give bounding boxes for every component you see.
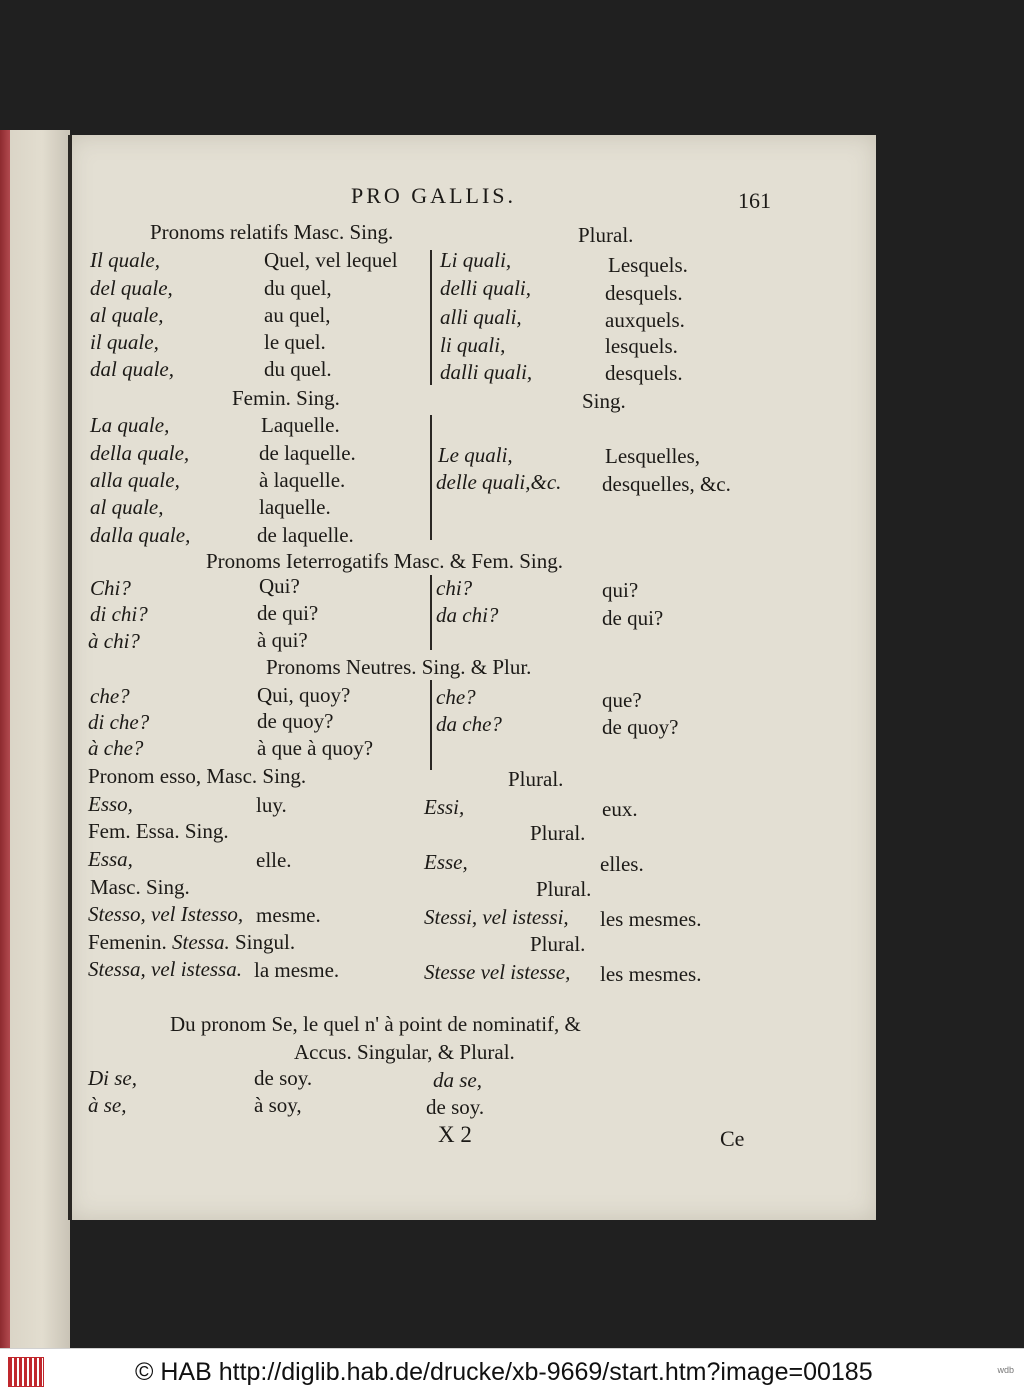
catchword: Ce <box>720 1126 745 1151</box>
hab-logo-icon <box>8 1357 44 1387</box>
italian-word: della quale, <box>90 441 190 465</box>
italian-word: del quale, <box>90 276 173 300</box>
italian-plural: chi? <box>436 576 473 600</box>
section-heading-plural: Plural. <box>530 821 586 845</box>
heading-part: Stessa. <box>172 930 230 954</box>
italian-plural: Le quali, <box>438 443 513 467</box>
french-word: de laquelle. <box>259 441 356 465</box>
french-word: du quel, <box>264 276 332 300</box>
french-plural: les mesmes. <box>600 962 702 986</box>
french-word: la mesme. <box>254 958 340 982</box>
italian-plural: li quali, <box>440 333 506 357</box>
running-head: PRO GALLIS. <box>351 183 517 208</box>
page-gutter <box>68 135 72 1220</box>
book-cover-edge <box>0 130 10 1355</box>
french-word: à qui? <box>257 628 308 652</box>
italian-word: Chi? <box>90 576 131 600</box>
italian-word: Esso, <box>88 792 133 816</box>
section-heading-plural: Plural. <box>530 932 586 956</box>
italian-word: alla quale, <box>90 468 180 492</box>
french-word: Quel, vel lequel <box>264 248 398 272</box>
section-heading: Du pronom Se, le quel n' à point de nominatif, & <box>170 1012 581 1036</box>
section-heading <box>88 930 295 954</box>
italian-word: à chi? <box>88 629 140 653</box>
italian-word: Stessa, vel istessa. <box>88 957 242 981</box>
italian-word: à se, <box>88 1093 127 1117</box>
section-heading: Masc. Sing. <box>90 875 190 899</box>
italian-word: dal quale, <box>90 357 174 381</box>
french-plural: Lesquels. <box>608 253 688 277</box>
section-heading-plural: Plural. <box>536 877 592 901</box>
copyright-link[interactable]: © HAB http://diglib.hab.de/drucke/xb-9669/start.htm?image=00185 <box>135 1358 873 1386</box>
italian-plural: Stesse vel istesse, <box>424 960 571 984</box>
italian-word: il quale, <box>90 330 159 354</box>
italian-word: La quale, <box>90 413 170 437</box>
italian-word: al quale, <box>90 495 164 519</box>
italian-word: Stesso, vel Istesso, <box>88 902 244 926</box>
french-word: de laquelle. <box>257 523 354 547</box>
french-word: Laquelle. <box>261 413 340 437</box>
french-plural: de qui? <box>602 606 664 630</box>
italian-plural: delle quali,&c. <box>436 470 562 494</box>
italian-plural: delli quali, <box>440 276 531 300</box>
french-word: du quel. <box>264 357 332 381</box>
french-word: Qui? <box>259 574 300 598</box>
italian-plural: Li quali, <box>440 248 512 272</box>
french-word: Qui, quoy? <box>257 683 351 707</box>
italian-plural: Esse, <box>424 850 468 874</box>
section-heading: Femin. Sing. <box>232 386 340 410</box>
heading-part: Singul. <box>235 930 296 954</box>
page-number: 161 <box>738 188 771 213</box>
italian-word: di chi? <box>90 602 148 626</box>
french-plural: de quoy? <box>602 715 679 739</box>
section-heading: Pronoms Neutres. Sing. & Plur. <box>266 655 532 679</box>
italian-word: che? <box>90 684 130 708</box>
italian-word: à che? <box>88 736 144 760</box>
section-heading-plural: Plural. <box>578 223 634 247</box>
footer-mark: wdb <box>997 1365 1014 1375</box>
italian-plural: che? <box>436 685 476 709</box>
column-rule <box>430 415 432 540</box>
italian-plural: da se, <box>433 1068 482 1092</box>
italian-word: dalla quale, <box>90 523 191 547</box>
column-rule <box>430 250 432 385</box>
french-word: à que à quoy? <box>257 736 374 760</box>
french-plural: que? <box>602 688 642 712</box>
section-heading: Fem. Essa. Sing. <box>88 819 229 843</box>
french-plural: desquels. <box>605 361 683 385</box>
french-word: laquelle. <box>259 495 331 519</box>
french-plural: auxquels. <box>605 308 685 332</box>
italian-plural: dalli quali, <box>440 360 533 384</box>
heading-part: Femenin. <box>88 930 167 954</box>
french-word: elle. <box>256 848 292 872</box>
french-word: au quel, <box>264 303 331 327</box>
french-plural: Lesquelles, <box>605 444 701 468</box>
french-word: à soy, <box>254 1093 302 1117</box>
italian-word: Essa, <box>88 847 133 871</box>
section-heading: Accus. Singular, & Plural. <box>294 1040 515 1064</box>
column-rule <box>430 680 432 770</box>
french-word: mesme. <box>256 903 321 927</box>
italian-plural: alli quali, <box>440 305 522 329</box>
section-heading-plural: Plural. <box>508 767 564 791</box>
italian-word: Di se, <box>88 1066 137 1090</box>
signature-mark: X 2 <box>438 1122 472 1147</box>
french-word: à laquelle. <box>259 468 346 492</box>
italian-word: di che? <box>88 710 150 734</box>
french-plural: eux. <box>602 797 638 821</box>
previous-page-edge <box>0 130 70 1355</box>
french-plural: qui? <box>602 578 639 602</box>
section-heading: Pronom esso, Masc. Sing. <box>88 764 307 788</box>
section-heading: Pronoms Ieterrogatifs Masc. & Fem. Sing. <box>206 549 563 573</box>
column-rule <box>430 575 432 650</box>
italian-plural: Stessi, vel istessi, <box>424 905 569 929</box>
french-word: de soy. <box>254 1066 313 1090</box>
french-plural: les mesmes. <box>600 907 702 931</box>
section-heading-plural: Sing. <box>582 389 626 413</box>
french-word: luy. <box>256 793 287 817</box>
italian-word: Il quale, <box>90 248 160 272</box>
french-plural: desquelles, &c. <box>602 472 731 496</box>
french-word: le quel. <box>264 330 326 354</box>
french-word: de qui? <box>257 601 319 625</box>
italian-plural: da chi? <box>436 603 499 627</box>
french-word: de quoy? <box>257 709 334 733</box>
french-plural: desquels. <box>605 281 683 305</box>
italian-plural: da che? <box>436 712 502 736</box>
italian-word: al quale, <box>90 303 164 327</box>
book-page <box>68 135 876 1220</box>
french-plural: elles. <box>600 852 644 876</box>
italian-plural: Essi, <box>424 795 465 819</box>
french-plural: de soy. <box>426 1095 485 1119</box>
footer-bar <box>0 1348 1024 1395</box>
french-plural: lesquels. <box>605 334 678 358</box>
section-heading: Pronoms relatifs Masc. Sing. <box>150 220 394 244</box>
